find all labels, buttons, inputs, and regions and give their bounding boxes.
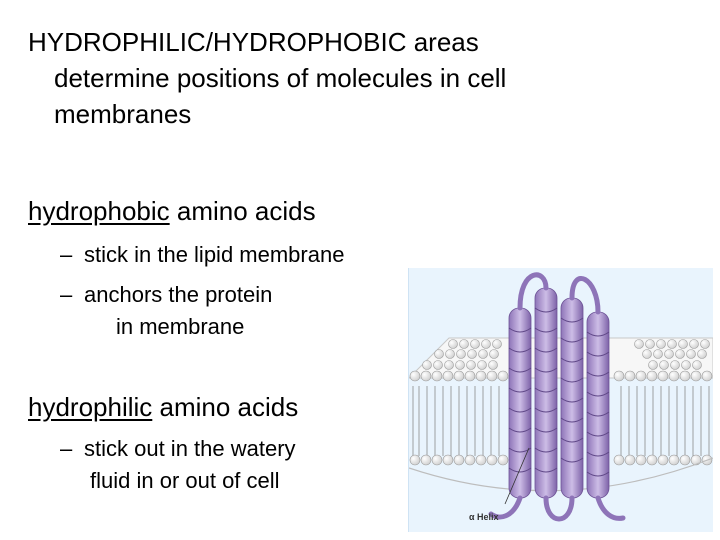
hydrophilic-bullet-1-continuation: fluid in or out of cell (90, 468, 280, 493)
membrane-protein-figure (408, 268, 713, 532)
bullet-text: anchors the protein (84, 282, 273, 307)
alpha-helix-bundle (491, 275, 623, 519)
heading-line-3: membranes (54, 99, 192, 129)
bullet-dash: – (60, 436, 73, 461)
bullet-dash: – (60, 282, 73, 307)
slide-heading (28, 24, 668, 132)
hydrophobic-rest: amino acids (169, 196, 316, 226)
heading-line-1: HYDROPHILIC/HYDROPHOBIC areas (28, 27, 479, 57)
bullet-dash: – (60, 242, 73, 267)
hydrophobic-title (28, 194, 316, 228)
hydrophobic-bullet-2-continuation: in membrane (116, 314, 245, 339)
hydrophobic-bullet-2 (60, 280, 272, 310)
hydrophilic-bullet-1 (60, 434, 296, 464)
hydrophilic-term: hydrophilic (28, 392, 153, 422)
membrane-illustration (409, 268, 713, 532)
hydrophilic-rest: amino acids (152, 392, 299, 422)
hydrophobic-bullet-1 (60, 240, 344, 270)
bullet-text: stick out in the watery (84, 436, 296, 461)
heading-line-2: determine positions of molecules in cell (54, 63, 507, 93)
hydrophilic-title (28, 390, 298, 424)
hydrophobic-term: hydrophobic (28, 196, 170, 226)
alpha-helix-label: α Helix (469, 512, 499, 522)
bullet-text: stick in the lipid membrane (84, 242, 345, 267)
